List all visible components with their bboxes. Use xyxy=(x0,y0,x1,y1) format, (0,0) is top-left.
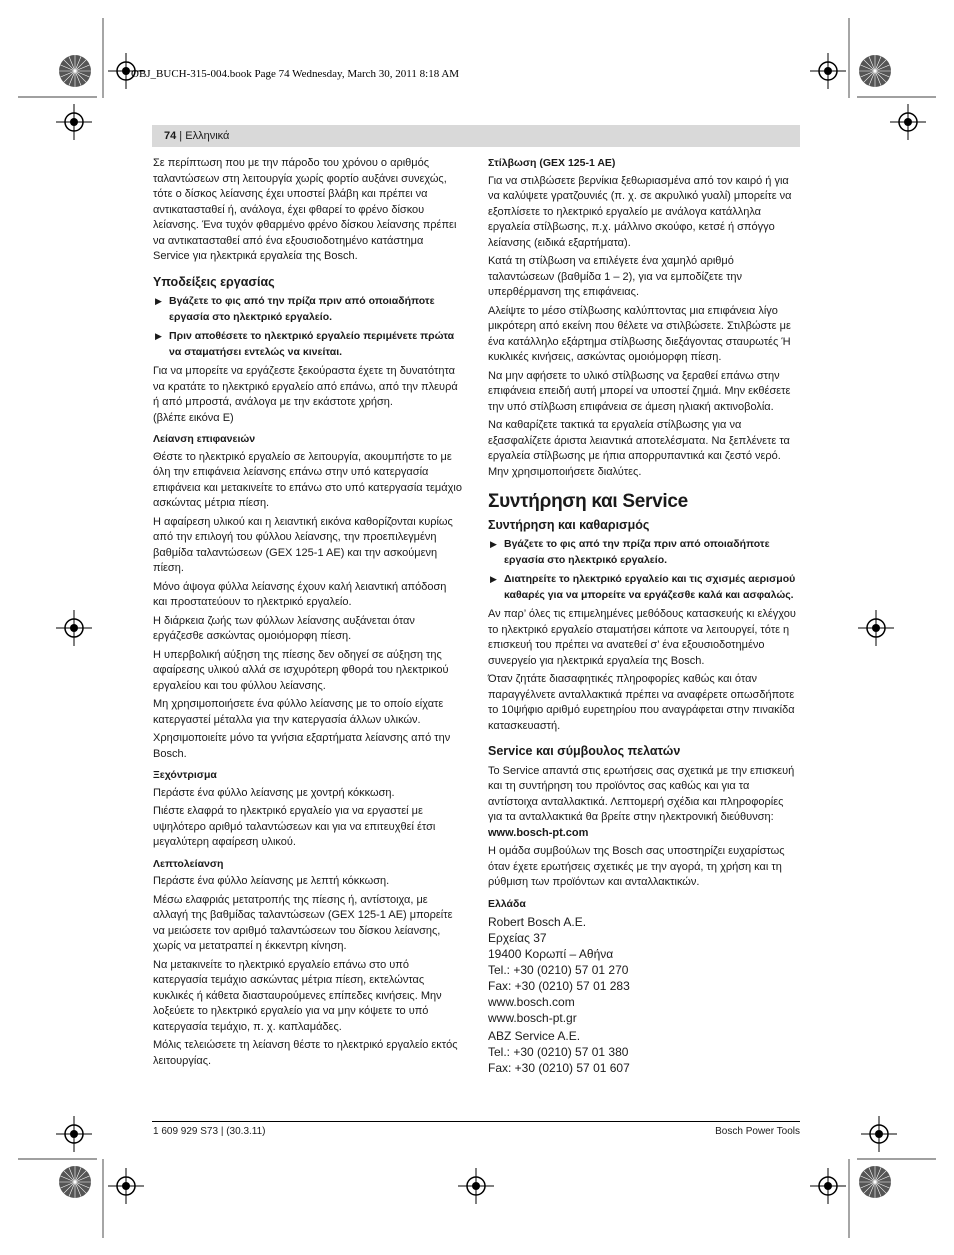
body-paragraph: Μόνο άψογα φύλλα λείανσης έχουν καλή λειαντική απόδοση και προστατεύουν το ηλεκτρικό εργαλείο. xyxy=(153,580,447,608)
body-paragraph: Η υπερβολική αύξηση της πίεσης δεν οδηγεί σε αύξηση της αφαίρεσης υλικού αλλά σε ισχυρότερη φθορά του ηλεκτρικού εργαλείου και του φύλλου λείανσης. xyxy=(153,648,449,692)
triangle-bullet-icon: ▶ xyxy=(155,296,162,306)
address-line: www.bosch-pt.gr xyxy=(488,1011,577,1025)
address-line: 19400 Κορωπί – Αθήνα xyxy=(488,947,614,961)
registration-mark-bottom-center xyxy=(458,1168,494,1204)
registration-mark-left-middle xyxy=(56,610,92,646)
body-paragraph: Περάστε ένα φύλλο λείανσης με χοντρή κόκκωση. xyxy=(153,786,395,799)
body-paragraph: Η αφαίρεση υλικού και η λειαντική εικόνα καθορίζονται κυρίως από την επιλογή του φύλλου λείανσης, την προεπιλεγμένη βαθμίδα ταλαντώσεων (GEX 125-1 AE) και την ασκούμενη πίεση. xyxy=(153,515,453,574)
body-paragraph: Μη χρησιμοποιήσετε ένα φύλλο λείανσης με το οποίο είχατε κατεργαστεί μέταλλα για την κατεργασία άλλων υλικών. xyxy=(153,698,444,726)
country-heading: Ελλάδα xyxy=(488,897,526,910)
warning-text: Βγάζετε το φις από την πρίζα πριν από οποιαδήποτε εργασία στο ηλεκτρικό εργαλείο. xyxy=(504,538,770,566)
warning-bullet xyxy=(488,572,800,603)
body-paragraph: Μέσω ελαφριάς μετατροπής της πίεσης ή, αντίστοιχα, με αλλαγή της βαθμίδας ταλαντώσεων (GEX 125-1 AE) μπορείτε να μειώσετε τον αριθμό ταλαντώσεων του δίσκου λείανσης, χωρίς να μετατραπεί η έκκεντρη κίνηση. xyxy=(153,893,453,952)
starburst-mark-bottom-right xyxy=(858,1165,892,1199)
triangle-bullet-icon: ▶ xyxy=(155,331,162,341)
body-paragraph: Να μην αφήσετε το υλικό στίλβωσης να ξεραθεί επάνω στην επιφάνεια επειδή αυτή μπορεί να υποστεί ζημιά. Μην εκθέσετε την υπό στίλβωση επιφάνεια σε άμεση ηλιακή ακτινοβολία. xyxy=(488,369,791,413)
page-number: 74 xyxy=(164,130,177,142)
warning-bullet xyxy=(153,294,463,325)
body-paragraph: Περάστε ένα φύλλο λείανσης με λεπτή κόκκωση. xyxy=(153,875,390,887)
address-line: Fax: +30 (0210) 57 01 607 xyxy=(488,1061,630,1075)
fine-heading: Λεπτολείανση xyxy=(153,857,224,870)
registration-mark-right-upper xyxy=(890,104,926,140)
body-paragraph: Να μετακινείτε το ηλεκτρικό εργαλείο επάνω στο υπό κατεργασία τεμάχιο ασκώντας μέτρια πίεση, εκτελώντας κυκλικές ή κάθετα διασταυρούμενες επίπεδες κινήσεις. Μην λοξεύετε το ηλεκτρικό εργαλείο για να μην κόψετε το υπό κατεργασία τεμάχιο, π. χ. καπλαμάδες. xyxy=(153,958,442,1033)
warning-bullet xyxy=(153,329,463,360)
registration-mark-right-middle xyxy=(858,610,894,646)
header-separator: | xyxy=(176,130,186,142)
footer-rule xyxy=(152,1121,800,1122)
starburst-mark-top-right xyxy=(858,54,892,88)
header-text xyxy=(164,130,229,142)
address-line: Fax: +30 (0210) 57 01 283 xyxy=(488,979,630,993)
registration-mark-right-lower xyxy=(861,1116,897,1152)
body-paragraph: Όταν ζητάτε διασαφητικές πληροφορίες καθώς και όταν παραγγέλνετε ανταλλακτικά πρέπει να αναφέρετε οπωσδήποτε το 10ψήφιο αριθμό ευρετηρίου που αναγράφεται στην πινακίδα κατασκευαστή. xyxy=(488,673,795,732)
footer-doc-number: 1 609 929 S73 | (30.3.11) xyxy=(153,1126,266,1137)
address-line: www.bosch.com xyxy=(488,995,575,1009)
body-paragraph: Αλείψτε το μέσο στίλβωσης καλύπτοντας μια επιφάνεια λίγο μικρότερη από εκείνη που θέλετε να στιλβώσετε. Στιλβώστε με ένα κατάλληλο εξάρτημα στίλβωσης διεξάγοντας σταυρωτές Ή κυκλικές κινήσεις, ασκώντας ομοιόμορφη πίεση. xyxy=(488,304,791,363)
address-line: ABZ Service A.E. xyxy=(488,1029,581,1043)
registration-mark-top-right xyxy=(810,53,846,89)
address-line: Tel.: +30 (0210) 57 01 380 xyxy=(488,1045,629,1059)
body-paragraph: Κατά τη στίλβωση να επιλέγετε ένα χαμηλό αριθμό ταλαντώσεων (βαθμίδα 1 – 2), για να εμποδίζετε την υπερθέρμανση της επιφάνειας. xyxy=(488,255,743,298)
left-column xyxy=(153,156,463,1072)
body-paragraph: Αν παρ’ όλες τις επιμελημένες μεθόδους κατασκευής κι ελέγχου το ηλεκτρικό εργαλείο σταματήσει κάποτε να λειτουργεί, τότε η επισκευή του πρέπει να ανατεθεί σ’ ένα εξουσιοδοτημένο συνεργείο για ηλεκτρικά εργαλεία της Bosch. xyxy=(488,608,796,667)
section-title: Συντήρηση και Service xyxy=(488,491,688,512)
starburst-mark-top-left xyxy=(58,54,92,88)
header-language: Ελληνικά xyxy=(185,130,230,142)
figure-reference: (βλέπε εικόνα E) xyxy=(153,411,234,424)
warning-text: Βγάζετε το φις από την πρίζα πριν από οποιαδήποτε εργασία στο ηλεκτρικό εργαλείο. xyxy=(169,295,435,323)
address-block xyxy=(488,914,800,1026)
address-line: Ερχείας 37 xyxy=(488,931,547,945)
right-column xyxy=(488,156,800,1076)
body-paragraph: Η ομάδα συμβούλων της Bosch σας υποστηρίζει ευχαρίστως όταν έχετε ερωτήσεις σχετικές με την αγορά, τη χρήση και τη ρύθμιση των προϊόντων και ανταλλακτικών. xyxy=(488,845,785,888)
tips-heading: Υποδείξεις εργασίας xyxy=(153,274,275,289)
intro-paragraph: Σε περίπτωση που με την πάροδο του χρόνου ο αριθμός ταλαντώσεων στη λειτουργία χωρίς φορτίο αυξάνει συνεχώς, τότε ο δίσκος λείανσης έχει υποστεί βλάβη και πρέπει να αντικατασταθεί ή, ανάλογα, έχει φθαρεί το φρένο δίσκου λείανσης. Ένα τυχόν φθαρμένο φρένο δίσκου λείανσης πρέπει να αντικατασταθεί από ένα εξουσιοδοτημένο κατάστημα Service για ηλεκτρικά εργαλεία της Bosch. xyxy=(153,157,457,262)
body-paragraph: Θέστε το ηλεκτρικό εργαλείο σε λειτουργία, ακουμπήστε το με όλη την επιφάνεια λείανσης επάνω στην υπό κατεργασία επιφάνεια και μετακινείτε το επάνω στο υπό κατεργασία τεμάχιο ασκώντας μέτρια πίεση. xyxy=(153,450,462,509)
warning-text: Πριν αποθέσετε το ηλεκτρικό εργαλείο περιμένετε πρώτα να σταματήσει εντελώς να κινείται. xyxy=(169,330,455,358)
warning-text: Διατηρείτε το ηλεκτρικό εργαλείο και τις σχισμές αερισμού καθαρές για να μπορείτε να εργάζεσθε καλά και ασφαλώς. xyxy=(504,573,796,601)
address-line: Robert Bosch A.E. xyxy=(488,915,587,929)
body-paragraph: Για να στιλβώσετε βερνίκια ξεθωριασμένα από τον καιρό ή για να καλύψετε γρατζουνιές (π. χ. σε ακρυλικό γυαλί) μπορείτε να εξοπλίσετε το ηλεκτρικό εργαλείο με ανάλογα κατάλληλα εργαλεία στίλβωσης, π.χ. μάλλινο σκούφο, κετσέ ή σπόγγο λείανσης (ειδικά εξαρτήματα). xyxy=(488,174,792,249)
polish-heading: Στίλβωση (GEX 125-1 AE) xyxy=(488,157,616,169)
page-header xyxy=(152,125,800,147)
address-block xyxy=(488,1028,800,1076)
print-slug: OBJ_BUCH-315-004.book Page 74 Wednesday, March 30, 2011 8:18 AM xyxy=(131,68,460,80)
body-paragraph: Να καθαρίζετε τακτικά τα εργαλεία στίλβωσης για να εξασφαλίζετε άριστα λειαντικά αποτελέσματα. Να ξεπλένετε τα εργαλεία στίλβωσης με ήπια απορρυπαντικά και ζεστό νερό. Μην χρησιμοποιήσετε διαλύτες. xyxy=(488,419,790,478)
body-paragraph: Η διάρκεια ζωής των φύλλων λείανσης αυξάνεται όταν εργάζεσθε ασκώντας ομοιόμορφη πίεση. xyxy=(153,614,415,642)
starburst-mark-bottom-left xyxy=(58,1165,92,1199)
address-line: Tel.: +30 (0210) 57 01 270 xyxy=(488,963,629,977)
body-paragraph: Χρησιμοποιείτε μόνο τα γνήσια εξαρτήματα λείανσης από την Bosch. xyxy=(153,732,451,760)
body-paragraph: Μόλις τελειώσετε τη λείανση θέστε το ηλεκτρικό εργαλείο εκτός λειτουργίας. xyxy=(153,1039,458,1067)
footer-brand: Bosch Power Tools xyxy=(715,1126,800,1137)
registration-mark-left-upper xyxy=(56,104,92,140)
rough-heading: Ξεχόντρισμα xyxy=(153,769,217,781)
cleaning-heading: Συντήρηση και καθαρισμός xyxy=(488,517,650,532)
body-paragraph: Το Service απαντά στις ερωτήσεις σας σχετικά με την επισκευή και τη συντήρηση του προϊόντος σας καθώς και για τα αντίστοιχα ανταλλακτικά. Λεπτομερή σχέδια και πληροφορίες για τα ανταλλακτικά θα βρείτε στην ηλεκτρονική διεύθυνση: xyxy=(488,764,795,823)
body-paragraph: Για να μπορείτε να εργάζεστε ξεκούραστα έχετε τη δυνατότητα να κρατάτε το ηλεκτρικό εργαλείο από επάνω, από την πλευρά ή από μπροστά, ανάλογα με την εκάστοτε χρήση. xyxy=(153,365,458,408)
triangle-bullet-icon: ▶ xyxy=(490,539,497,549)
surface-heading: Λείανση επιφανειών xyxy=(153,433,256,445)
service-heading: Service και σύμβουλος πελατών xyxy=(488,744,681,758)
body-paragraph: Πιέστε ελαφρά το ηλεκτρικό εργαλείο για να εργαστεί με υψηλότερο αριθμό ταλαντώσεων και για να επιτευχθεί έτσι μεγαλύτερη αφαίρεση υλικού. xyxy=(153,805,436,848)
warning-bullet xyxy=(488,537,800,568)
registration-mark-left-lower xyxy=(56,1116,92,1152)
registration-mark-bottom-left xyxy=(108,1168,144,1204)
triangle-bullet-icon: ▶ xyxy=(490,574,497,584)
registration-mark-bottom-right xyxy=(810,1168,846,1204)
service-url: www.bosch-pt.com xyxy=(488,826,589,839)
